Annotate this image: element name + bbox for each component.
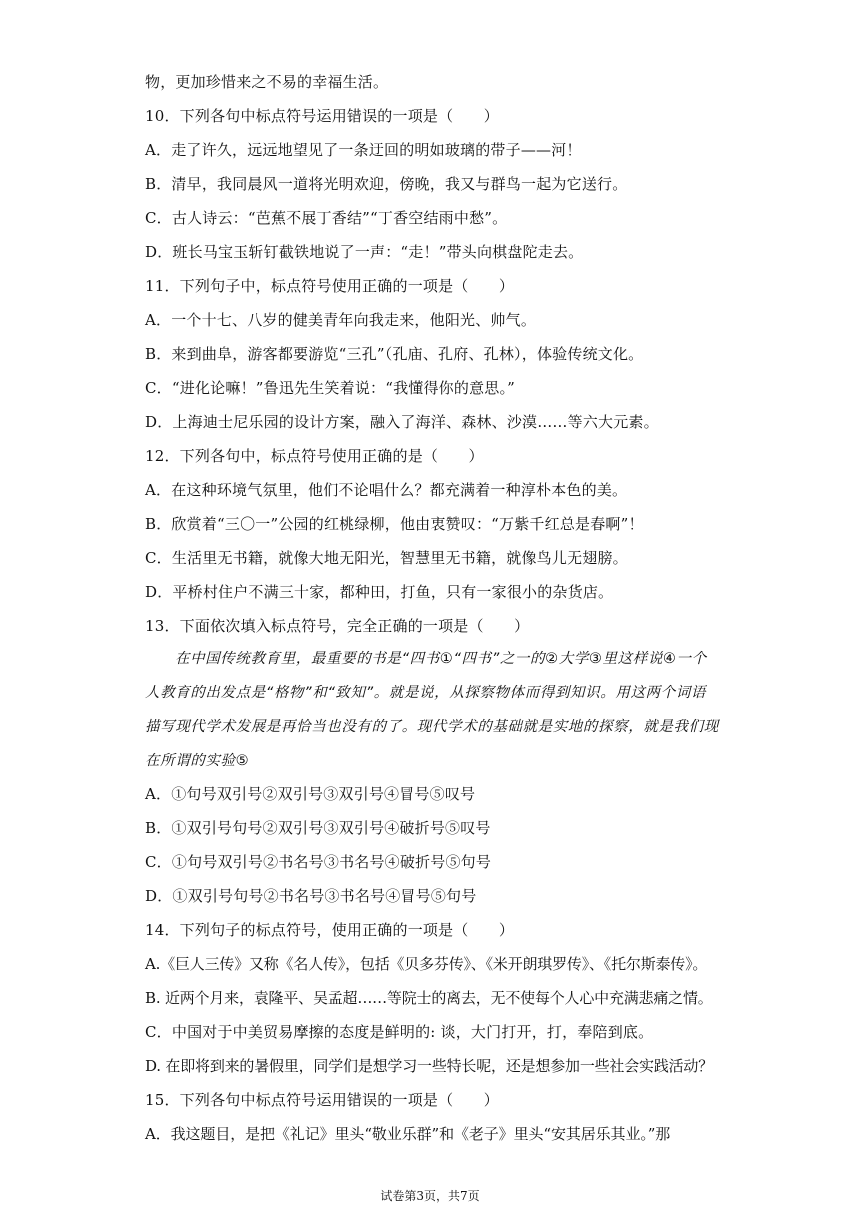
option-line: B．①双引号句号②双引号③双引号④破折号⑤叹号 (145, 819, 491, 837)
option-line: D．①双引号句号②书名号③书名号④冒号⑤句号 (145, 887, 477, 905)
option-line: B．清早，我同晨风一道将光明欢迎，傍晚，我又与群鸟一起为它送行。 (145, 175, 628, 193)
option-line: B．欣赏着“三〇一”公园的红桃绿柳，他由衷赞叹：“万紫千红总是春啊”！ (145, 515, 644, 533)
option-line: A.《巨人三传》又称《名人传》，包括《贝多芬传》、《米开朗琪罗传》、《托尔斯泰传》。 (145, 955, 708, 973)
option-line: A．走了许久，远远地望见了一条迂回的明如玻璃的带子——河！ (145, 141, 582, 159)
option-line: D．班长马宝玉斩钉截铁地说了一声：“走！”带头向棋盘陀走去。 (145, 243, 584, 261)
question-14-stem: 14．下列句子的标点符号，使用正确的一项是（ ） (145, 921, 515, 939)
option-line: D．上海迪士尼乐园的设计方案，融入了海洋、森林、沙漠……等六大元素。 (145, 413, 659, 431)
option-line: D. 在即将到来的暑假里，同学们是想学习一些特长呢，还是想参加一些社会实践活动？ (145, 1057, 714, 1075)
option-line: C．生活里无书籍，就像大地无阳光，智慧里无书籍，就像鸟儿无翅膀。 (145, 549, 628, 567)
option-line: C．中国对于中美贸易摩擦的态度是鲜明的: 谈，大门打开，打，奉陪到底。 (145, 1023, 654, 1041)
option-line: A．在这种环境气氛里，他们不论唱什么？都充满着一种淳朴本色的美。 (145, 481, 628, 499)
reading-passage: 在中国传统教育里，最重要的书是“四书①“四书”之一的②大学③里这样说④一个人教育的出发点是“格物”和“致知”。就是说，从探察物体而得到知识。用这两个词语描写现代学术发展是再恰当也没有的了。现代学术的基础就是实地的探察，就是我们现在所谓的实验⑤ (145, 651, 719, 769)
option-line: C．“进化论嘛！”鲁迅先生笑着说：“我懂得你的意思。” (145, 379, 516, 397)
page-footer: 试卷第3页，共7页 (380, 1189, 480, 1203)
question-12-stem: 12．下列各句中，标点符号使用正确的是（ ） (145, 447, 484, 465)
option-line: D．平桥村住户不满三十家，都种田，打鱼，只有一家很小的杂货店。 (145, 583, 614, 601)
option-line: C．古人诗云：“芭蕉不展丁香结”“丁香空结雨中愁”。 (145, 209, 508, 227)
option-line: A．一个十七、八岁的健美青年向我走来，他阳光、帅气。 (145, 311, 537, 329)
option-line: A．①句号双引号②双引号③双引号④冒号⑤叹号 (145, 785, 476, 803)
question-10-stem: 10．下列各句中标点符号运用错误的一项是（ ） (145, 107, 499, 125)
option-line: B. 近两个月来，袁隆平、吴孟超……等院士的离去，无不使每个人心中充满悲痛之情。 (145, 989, 713, 1007)
option-line: B．来到曲阜，游客都要游览“三孔”（孔庙、孔府、孔林），体验传统文化。 (145, 345, 644, 363)
text-line: 物，更加珍惜来之不易的幸福生活。 (145, 73, 389, 91)
question-15-stem: 15．下列各句中标点符号运用错误的一项是（ ） (145, 1091, 499, 1109)
question-13-stem: 13．下面依次填入标点符号，完全正确的一项是（ ） (145, 617, 530, 635)
option-line: A．我这题目，是把《礼记》里头“敬业乐群”和《老子》里头“安其居乐其业。”那 (145, 1125, 671, 1143)
question-11-stem: 11．下列句子中，标点符号使用正确的一项是（ ） (145, 277, 515, 295)
option-line: C．①句号双引号②书名号③书名号④破折号⑤句号 (145, 853, 492, 871)
